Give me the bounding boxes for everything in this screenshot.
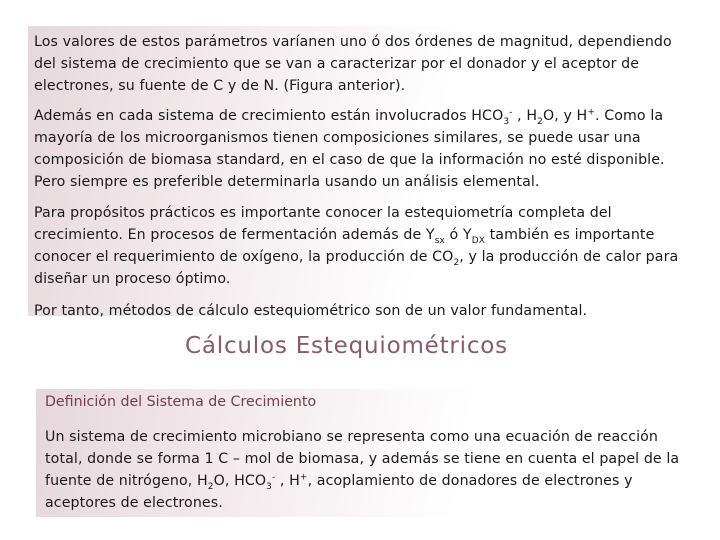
paragraph-growth-system-components: Además en cada sistema de crecimiento están involucrados $HCO_3^-$ , $H_2O$, y H+. Como la mayoría de los microorganismos tienen composiciones similares, se puede usar una composición de biomasa standard, en el caso de que la información no esté disponible. Pero siempre es preferible determinarla usando un análisis elemental. <box>34 107 665 190</box>
subsection-heading: Definición del Sistema de Crecimiento <box>45 394 317 410</box>
paragraph-parameter-variation: Los valores de estos parámetros varíanen uno ó dos órdenes de magnitud, dependiendo del sistema de crecimiento que se van a caracterizar por el donador y el aceptor de electrones, su fuente de C y de N. (Figura anterior). <box>34 34 672 94</box>
paragraph-practical-purposes: Para propósitos prácticos es importante conocer la estequiometría completa del crecimiento. En procesos de fermentación además de $Y_{sx}$ ó $Y_{DX}$ también es importante conocer el requerimiento de oxígeno, la producción de $CO_2$, y la producción de calor para diseñar un proceso óptimo. <box>34 205 679 287</box>
paragraph-growth-system-definition: Un sistema de crecimiento microbiano se representa como una ecuación de reacción total, donde se forma 1 C – mol de biomasa, y además se tiene en cuenta el papel de la fuente de nitrógeno, $H_2O$, $HCO_3^-$ , H+, acoplamiento de donadores de electrones y aceptores de electrones. <box>45 429 680 511</box>
paragraph-conclusion: Por tanto, métodos de cálculo estequiométrico son de un valor fundamental. <box>34 303 588 319</box>
section-title: Cálculos Estequiométricos <box>185 333 508 359</box>
